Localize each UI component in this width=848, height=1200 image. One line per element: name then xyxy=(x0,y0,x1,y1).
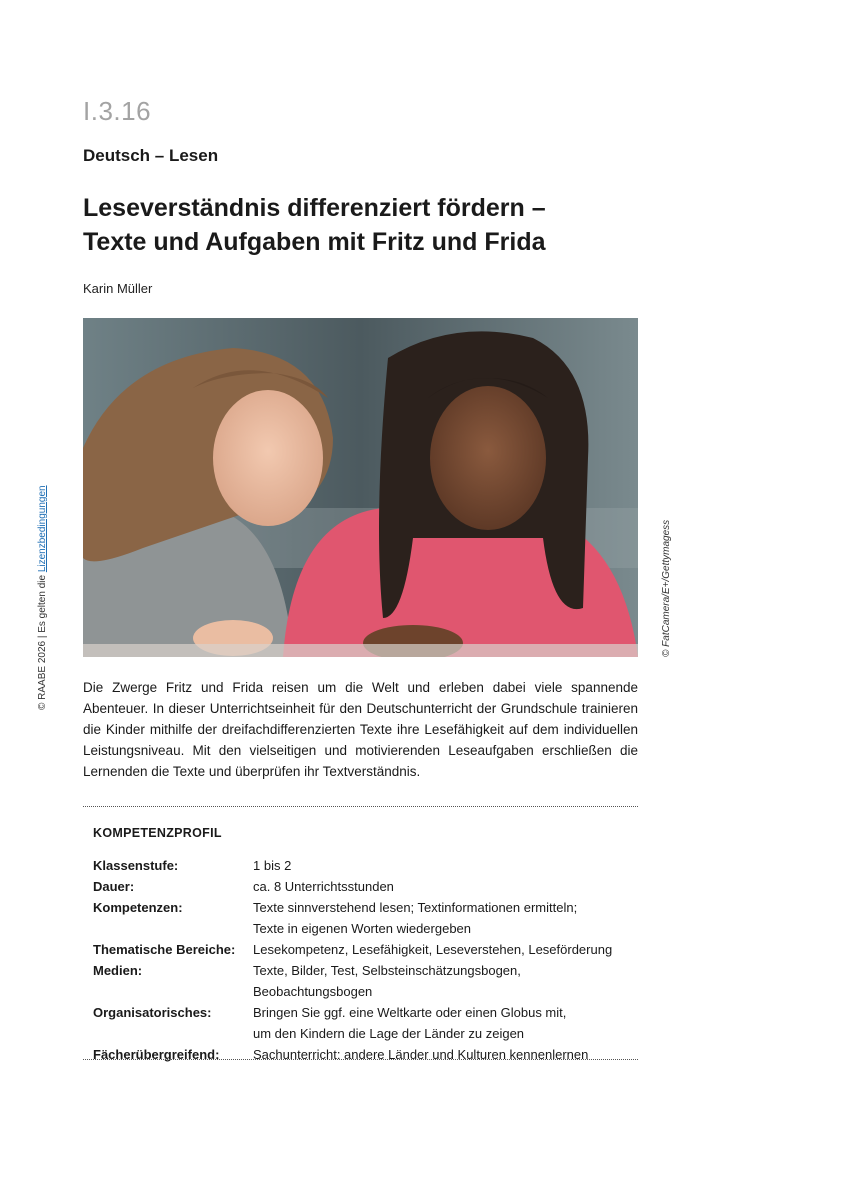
profile-row xyxy=(93,960,638,1002)
intro-text: Die Zwerge Fritz und Frida reisen um die Welt und erleben dabei viele spannende Abenteuer. In dieser Unterrichtseinheit für den Deutschunterricht der Grundschule trainieren die Kinder mithilfe der dreifachdifferenzierten Texte ihre Lesefähigkeit auf dem individuellen Leistungsniveau. Mit den vielseitigen und motivierenden Leseaufgaben erschließen die Lernenden die Texte und überprüfen ihr Textverständnis. xyxy=(83,680,638,779)
profile-row xyxy=(93,855,638,876)
profile-label: Organisatorisches: xyxy=(93,1005,212,1020)
profile-value-line: um den Kindern die Lage der Länder zu zeigen xyxy=(253,1026,525,1041)
profile-label: Dauer: xyxy=(93,879,135,894)
profile-label: Klassenstufe: xyxy=(93,858,179,873)
profile-row xyxy=(93,939,638,960)
profile-value xyxy=(253,855,638,876)
author: Karin Müller xyxy=(83,281,153,296)
profile-label: Thematische Bereiche: xyxy=(93,942,236,957)
subject-heading: Deutsch – Lesen xyxy=(83,146,219,165)
profile-value xyxy=(253,960,638,1002)
profile-value xyxy=(253,1044,638,1065)
section-number: I.3.16 xyxy=(83,96,152,126)
cover-photo xyxy=(83,318,638,657)
license-link[interactable]: Lizenzbedingungen xyxy=(37,485,48,573)
profile-value-line: Lesekompetenz, Lesefähigkeit, Leseverstehen, Leseförderung xyxy=(253,942,613,957)
divider-top xyxy=(83,806,638,807)
profile-value-line: 1 bis 2 xyxy=(253,858,292,873)
page-title xyxy=(83,191,643,259)
profile-heading: KOMPETENZPROFIL xyxy=(93,826,222,840)
profile-label: Fächerübergreifend: xyxy=(93,1047,220,1062)
divider-bottom xyxy=(83,1059,638,1060)
profile-value-line: Texte in eigenen Worten wiedergeben xyxy=(253,921,472,936)
profile-value-line: Sachunterricht: andere Länder und Kulturen kennenlernen xyxy=(253,1047,589,1062)
profile-label: Medien: xyxy=(93,963,143,978)
profile-value xyxy=(253,1002,638,1044)
title-line-1: Leseverständnis differenziert fördern – xyxy=(83,194,546,222)
profile-value-line: ca. 8 Unterrichtsstunden xyxy=(253,879,394,894)
profile-row xyxy=(93,1044,638,1065)
profile-value xyxy=(253,939,638,960)
title-line-2: Texte und Aufgaben mit Fritz und Frida xyxy=(83,228,546,256)
profile-label: Kompetenzen: xyxy=(93,900,183,915)
profile-value-line: Texte, Bilder, Test, Selbsteinschätzungsbogen, Beobachtungsbogen xyxy=(253,963,521,999)
license-prefix: © RAABE 2026 | Es gelten die xyxy=(37,572,48,710)
profile-value-line: Bringen Sie ggf. eine Weltkarte oder einen Globus mit, xyxy=(253,1005,567,1020)
profile-row xyxy=(93,897,638,939)
profile-value xyxy=(253,897,638,939)
profile-row xyxy=(93,876,638,897)
profile-row xyxy=(93,1002,638,1044)
photo-credit: © FatCamera/E+/Gettymagess xyxy=(661,519,672,657)
license-note xyxy=(37,485,48,710)
profile-value xyxy=(253,876,638,897)
profile-value-line: Texte sinnverstehend lesen; Textinformationen ermitteln; xyxy=(253,900,578,915)
competence-profile xyxy=(93,826,638,1065)
